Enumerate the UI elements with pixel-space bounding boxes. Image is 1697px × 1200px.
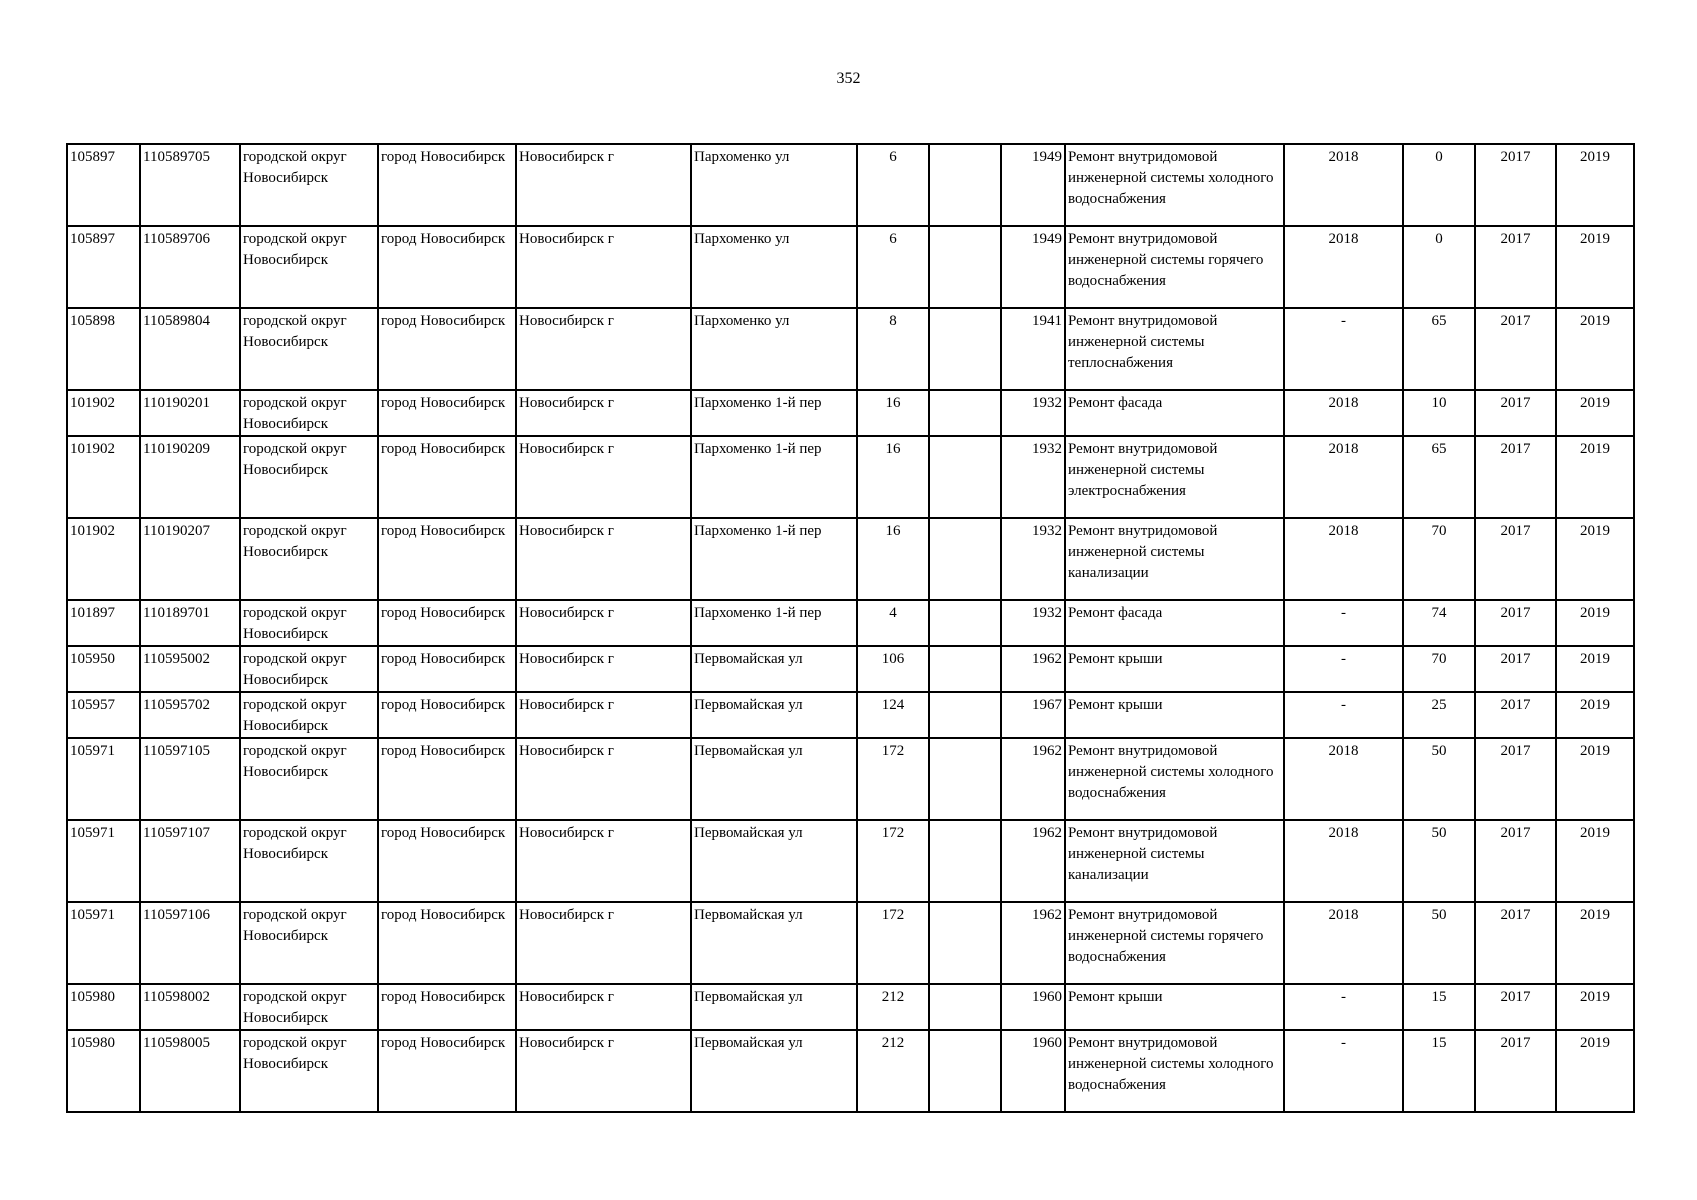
street-cell: Пархоменко 1-й пер <box>691 390 857 436</box>
last-repair-year-cell: - <box>1284 600 1403 646</box>
period-end-cell: 2019 <box>1556 308 1634 390</box>
last-repair-year-cell: 2018 <box>1284 518 1403 600</box>
work-type-cell: Ремонт крыши <box>1065 692 1284 738</box>
build-year-cell: 1962 <box>1001 902 1065 984</box>
period-start-cell: 2017 <box>1475 738 1556 820</box>
period-end-cell: 2019 <box>1556 436 1634 518</box>
build-year-cell: 1962 <box>1001 738 1065 820</box>
record-id-cell: 110190207 <box>140 518 240 600</box>
street-cell: Первомайская ул <box>691 902 857 984</box>
record-id-cell: 110190201 <box>140 390 240 436</box>
record-id-cell: 110190209 <box>140 436 240 518</box>
street-cell: Первомайская ул <box>691 820 857 902</box>
settlement-cell: город Новосибирск <box>378 902 516 984</box>
house-id-cell: 105971 <box>67 820 140 902</box>
period-start-cell: 2017 <box>1475 308 1556 390</box>
locality-cell: Новосибирск г <box>516 518 691 600</box>
house-number-cell: 6 <box>857 226 929 308</box>
last-repair-year-cell: 2018 <box>1284 820 1403 902</box>
house-id-cell: 105957 <box>67 692 140 738</box>
period-start-cell: 2017 <box>1475 600 1556 646</box>
capital-repair-table <box>66 143 1635 1113</box>
municipality-cell: городской округ Новосибирск <box>240 436 378 518</box>
wear-percent-cell: 65 <box>1403 308 1475 390</box>
building-cell <box>929 738 1001 820</box>
locality-cell: Новосибирск г <box>516 692 691 738</box>
wear-percent-cell: 15 <box>1403 984 1475 1030</box>
period-start-cell: 2017 <box>1475 144 1556 226</box>
municipality-cell: городской округ Новосибирск <box>240 820 378 902</box>
table-row <box>67 692 1634 738</box>
last-repair-year-cell: 2018 <box>1284 144 1403 226</box>
building-cell <box>929 436 1001 518</box>
settlement-cell: город Новосибирск <box>378 308 516 390</box>
municipality-cell: городской округ Новосибирск <box>240 390 378 436</box>
period-end-cell: 2019 <box>1556 646 1634 692</box>
house-number-cell: 172 <box>857 820 929 902</box>
record-id-cell: 110598005 <box>140 1030 240 1112</box>
building-cell <box>929 600 1001 646</box>
last-repair-year-cell: - <box>1284 984 1403 1030</box>
settlement-cell: город Новосибирск <box>378 738 516 820</box>
period-end-cell: 2019 <box>1556 1030 1634 1112</box>
municipality-cell: городской округ Новосибирск <box>240 226 378 308</box>
build-year-cell: 1949 <box>1001 226 1065 308</box>
wear-percent-cell: 0 <box>1403 226 1475 308</box>
record-id-cell: 110597106 <box>140 902 240 984</box>
building-cell <box>929 646 1001 692</box>
house-number-cell: 172 <box>857 902 929 984</box>
house-id-cell: 101902 <box>67 518 140 600</box>
house-number-cell: 8 <box>857 308 929 390</box>
record-id-cell: 110597107 <box>140 820 240 902</box>
build-year-cell: 1960 <box>1001 1030 1065 1112</box>
municipality-cell: городской округ Новосибирск <box>240 600 378 646</box>
locality-cell: Новосибирск г <box>516 226 691 308</box>
last-repair-year-cell: 2018 <box>1284 390 1403 436</box>
house-number-cell: 106 <box>857 646 929 692</box>
period-start-cell: 2017 <box>1475 692 1556 738</box>
street-cell: Первомайская ул <box>691 692 857 738</box>
work-type-cell: Ремонт внутридомовой инженерной системы горячего водоснабжения <box>1065 902 1284 984</box>
build-year-cell: 1949 <box>1001 144 1065 226</box>
build-year-cell: 1962 <box>1001 646 1065 692</box>
building-cell <box>929 518 1001 600</box>
building-cell <box>929 902 1001 984</box>
house-id-cell: 105898 <box>67 308 140 390</box>
wear-percent-cell: 50 <box>1403 902 1475 984</box>
street-cell: Первомайская ул <box>691 738 857 820</box>
page-number: 352 <box>836 70 861 87</box>
street-cell: Первомайская ул <box>691 984 857 1030</box>
work-type-cell: Ремонт внутридомовой инженерной системы теплоснабжения <box>1065 308 1284 390</box>
wear-percent-cell: 10 <box>1403 390 1475 436</box>
house-id-cell: 105971 <box>67 738 140 820</box>
build-year-cell: 1941 <box>1001 308 1065 390</box>
period-start-cell: 2017 <box>1475 902 1556 984</box>
last-repair-year-cell: - <box>1284 692 1403 738</box>
municipality-cell: городской округ Новосибирск <box>240 692 378 738</box>
settlement-cell: город Новосибирск <box>378 518 516 600</box>
build-year-cell: 1932 <box>1001 518 1065 600</box>
period-end-cell: 2019 <box>1556 902 1634 984</box>
record-id-cell: 110598002 <box>140 984 240 1030</box>
work-type-cell: Ремонт внутридомовой инженерной системы канализации <box>1065 518 1284 600</box>
table-row <box>67 820 1634 902</box>
work-type-cell: Ремонт внутридомовой инженерной системы электроснабжения <box>1065 436 1284 518</box>
last-repair-year-cell: 2018 <box>1284 902 1403 984</box>
build-year-cell: 1967 <box>1001 692 1065 738</box>
period-end-cell: 2019 <box>1556 738 1634 820</box>
period-end-cell: 2019 <box>1556 820 1634 902</box>
street-cell: Пархоменко ул <box>691 144 857 226</box>
table-row <box>67 518 1634 600</box>
settlement-cell: город Новосибирск <box>378 144 516 226</box>
street-cell: Пархоменко ул <box>691 226 857 308</box>
building-cell <box>929 390 1001 436</box>
period-start-cell: 2017 <box>1475 390 1556 436</box>
building-cell <box>929 984 1001 1030</box>
street-cell: Пархоменко 1-й пер <box>691 436 857 518</box>
locality-cell: Новосибирск г <box>516 902 691 984</box>
period-end-cell: 2019 <box>1556 600 1634 646</box>
wear-percent-cell: 50 <box>1403 738 1475 820</box>
build-year-cell: 1932 <box>1001 600 1065 646</box>
table-row <box>67 144 1634 226</box>
table-row <box>67 902 1634 984</box>
wear-percent-cell: 0 <box>1403 144 1475 226</box>
period-start-cell: 2017 <box>1475 820 1556 902</box>
locality-cell: Новосибирск г <box>516 1030 691 1112</box>
wear-percent-cell: 25 <box>1403 692 1475 738</box>
locality-cell: Новосибирск г <box>516 390 691 436</box>
table-body <box>67 144 1634 1112</box>
locality-cell: Новосибирск г <box>516 984 691 1030</box>
period-start-cell: 2017 <box>1475 226 1556 308</box>
building-cell <box>929 820 1001 902</box>
street-cell: Первомайская ул <box>691 646 857 692</box>
locality-cell: Новосибирск г <box>516 646 691 692</box>
building-cell <box>929 226 1001 308</box>
house-id-cell: 101902 <box>67 436 140 518</box>
house-id-cell: 105980 <box>67 1030 140 1112</box>
build-year-cell: 1932 <box>1001 390 1065 436</box>
house-id-cell: 101902 <box>67 390 140 436</box>
period-end-cell: 2019 <box>1556 984 1634 1030</box>
record-id-cell: 110595002 <box>140 646 240 692</box>
municipality-cell: городской округ Новосибирск <box>240 902 378 984</box>
period-start-cell: 2017 <box>1475 1030 1556 1112</box>
house-number-cell: 16 <box>857 518 929 600</box>
work-type-cell: Ремонт фасада <box>1065 600 1284 646</box>
settlement-cell: город Новосибирск <box>378 646 516 692</box>
house-id-cell: 105971 <box>67 902 140 984</box>
building-cell <box>929 692 1001 738</box>
period-end-cell: 2019 <box>1556 518 1634 600</box>
locality-cell: Новосибирск г <box>516 738 691 820</box>
municipality-cell: городской округ Новосибирск <box>240 308 378 390</box>
table-row <box>67 600 1634 646</box>
record-id-cell: 110589705 <box>140 144 240 226</box>
settlement-cell: город Новосибирск <box>378 1030 516 1112</box>
period-end-cell: 2019 <box>1556 226 1634 308</box>
house-number-cell: 4 <box>857 600 929 646</box>
build-year-cell: 1960 <box>1001 984 1065 1030</box>
municipality-cell: городской округ Новосибирск <box>240 1030 378 1112</box>
wear-percent-cell: 15 <box>1403 1030 1475 1112</box>
period-start-cell: 2017 <box>1475 646 1556 692</box>
locality-cell: Новосибирск г <box>516 436 691 518</box>
house-number-cell: 212 <box>857 1030 929 1112</box>
record-id-cell: 110597105 <box>140 738 240 820</box>
period-end-cell: 2019 <box>1556 692 1634 738</box>
municipality-cell: городской округ Новосибирск <box>240 144 378 226</box>
street-cell: Пархоменко 1-й пер <box>691 600 857 646</box>
wear-percent-cell: 50 <box>1403 820 1475 902</box>
period-end-cell: 2019 <box>1556 144 1634 226</box>
work-type-cell: Ремонт фасада <box>1065 390 1284 436</box>
build-year-cell: 1932 <box>1001 436 1065 518</box>
table-row <box>67 390 1634 436</box>
house-id-cell: 105897 <box>67 144 140 226</box>
locality-cell: Новосибирск г <box>516 600 691 646</box>
period-start-cell: 2017 <box>1475 518 1556 600</box>
locality-cell: Новосибирск г <box>516 308 691 390</box>
settlement-cell: город Новосибирск <box>378 436 516 518</box>
municipality-cell: городской округ Новосибирск <box>240 518 378 600</box>
table-row <box>67 226 1634 308</box>
settlement-cell: город Новосибирск <box>378 600 516 646</box>
table-row <box>67 984 1634 1030</box>
house-number-cell: 6 <box>857 144 929 226</box>
house-number-cell: 212 <box>857 984 929 1030</box>
work-type-cell: Ремонт внутридомовой инженерной системы горячего водоснабжения <box>1065 226 1284 308</box>
house-id-cell: 105897 <box>67 226 140 308</box>
house-id-cell: 105980 <box>67 984 140 1030</box>
municipality-cell: городской округ Новосибирск <box>240 738 378 820</box>
last-repair-year-cell: - <box>1284 1030 1403 1112</box>
street-cell: Первомайская ул <box>691 1030 857 1112</box>
work-type-cell: Ремонт крыши <box>1065 984 1284 1030</box>
last-repair-year-cell: 2018 <box>1284 226 1403 308</box>
settlement-cell: город Новосибирск <box>378 820 516 902</box>
record-id-cell: 110589804 <box>140 308 240 390</box>
last-repair-year-cell: - <box>1284 308 1403 390</box>
house-id-cell: 105950 <box>67 646 140 692</box>
street-cell: Пархоменко 1-й пер <box>691 518 857 600</box>
house-number-cell: 16 <box>857 436 929 518</box>
settlement-cell: город Новосибирск <box>378 692 516 738</box>
table-row <box>67 436 1634 518</box>
period-start-cell: 2017 <box>1475 984 1556 1030</box>
locality-cell: Новосибирск г <box>516 820 691 902</box>
build-year-cell: 1962 <box>1001 820 1065 902</box>
period-end-cell: 2019 <box>1556 390 1634 436</box>
record-id-cell: 110595702 <box>140 692 240 738</box>
work-type-cell: Ремонт внутридомовой инженерной системы холодного водоснабжения <box>1065 144 1284 226</box>
period-start-cell: 2017 <box>1475 436 1556 518</box>
street-cell: Пархоменко ул <box>691 308 857 390</box>
settlement-cell: город Новосибирск <box>378 226 516 308</box>
work-type-cell: Ремонт внутридомовой инженерной системы холодного водоснабжения <box>1065 1030 1284 1112</box>
settlement-cell: город Новосибирск <box>378 390 516 436</box>
wear-percent-cell: 70 <box>1403 518 1475 600</box>
locality-cell: Новосибирск г <box>516 144 691 226</box>
municipality-cell: городской округ Новосибирск <box>240 646 378 692</box>
record-id-cell: 110589706 <box>140 226 240 308</box>
building-cell <box>929 144 1001 226</box>
building-cell <box>929 1030 1001 1112</box>
last-repair-year-cell: - <box>1284 646 1403 692</box>
record-id-cell: 110189701 <box>140 600 240 646</box>
wear-percent-cell: 65 <box>1403 436 1475 518</box>
settlement-cell: город Новосибирск <box>378 984 516 1030</box>
work-type-cell: Ремонт крыши <box>1065 646 1284 692</box>
table-row <box>67 1030 1634 1112</box>
house-number-cell: 16 <box>857 390 929 436</box>
wear-percent-cell: 70 <box>1403 646 1475 692</box>
municipality-cell: городской округ Новосибирск <box>240 984 378 1030</box>
table-row <box>67 738 1634 820</box>
house-id-cell: 101897 <box>67 600 140 646</box>
work-type-cell: Ремонт внутридомовой инженерной системы холодного водоснабжения <box>1065 738 1284 820</box>
building-cell <box>929 308 1001 390</box>
last-repair-year-cell: 2018 <box>1284 436 1403 518</box>
work-type-cell: Ремонт внутридомовой инженерной системы канализации <box>1065 820 1284 902</box>
house-number-cell: 172 <box>857 738 929 820</box>
table-row <box>67 646 1634 692</box>
table-row <box>67 308 1634 390</box>
last-repair-year-cell: 2018 <box>1284 738 1403 820</box>
house-number-cell: 124 <box>857 692 929 738</box>
wear-percent-cell: 74 <box>1403 600 1475 646</box>
